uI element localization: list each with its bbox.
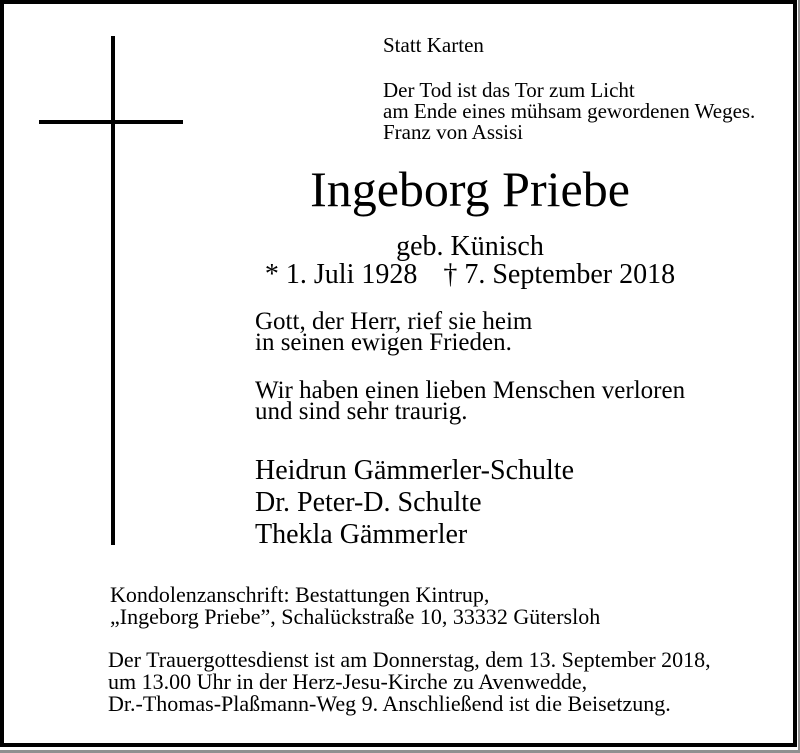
mourning-line: und sind sehr traurig.: [255, 398, 468, 425]
verse-line: in seinen ewigen Frieden.: [255, 329, 512, 356]
verse-line: Gott, der Herr, rief sie heim: [255, 308, 533, 335]
condolence-line: „Ingeborg Priebe”, Schalückstraße 10, 33332 Gütersloh: [110, 604, 601, 629]
mourning-line: Wir haben einen lieben Menschen verloren: [255, 377, 686, 404]
cross-horizontal-bar: [39, 120, 183, 124]
epigraph-line: am Ende eines mühsam gewordenen Weges.: [383, 99, 756, 123]
service-line: Der Trauergottesdienst ist am Donnerstag, dem 13. September 2018,: [108, 647, 711, 672]
service-details: [108, 649, 711, 715]
deceased-name: Ingeborg Priebe: [310, 161, 630, 217]
epigraph-line: Der Tod ist das Tor zum Licht: [383, 78, 635, 102]
condolence-address: [110, 584, 600, 628]
headline-block: [255, 0, 685, 310]
service-line: Dr.-Thomas-Plaßmann-Weg 9. Anschließend ist die Beisetzung.: [108, 691, 671, 716]
death-date: † 7. September 2018: [443, 259, 676, 290]
cross-vertical-bar: [111, 36, 115, 545]
epigraph-attribution: Franz von Assisi: [383, 120, 524, 144]
condolence-line: Kondolenzanschrift: Bestattungen Kintrup,: [110, 582, 490, 607]
birth-date: * 1. Juli 1928: [264, 259, 418, 290]
mourning-statement: [255, 377, 686, 425]
mourners-list: [255, 455, 574, 551]
mourner-name: Dr. Peter-D. Schulte: [255, 487, 482, 518]
preface-text: Statt Karten: [383, 33, 484, 57]
life-dates: [255, 261, 685, 289]
mourner-name: Thekla Gämmerler: [255, 519, 468, 550]
verse-text: [255, 308, 533, 356]
service-line: um 13.00 Uhr in der Herz-Jesu-Kirche zu Avenwedde,: [108, 669, 588, 694]
mourner-name: Heidrun Gämmerler-Schulte: [255, 455, 574, 486]
maiden-name: geb. Künisch: [396, 231, 544, 262]
